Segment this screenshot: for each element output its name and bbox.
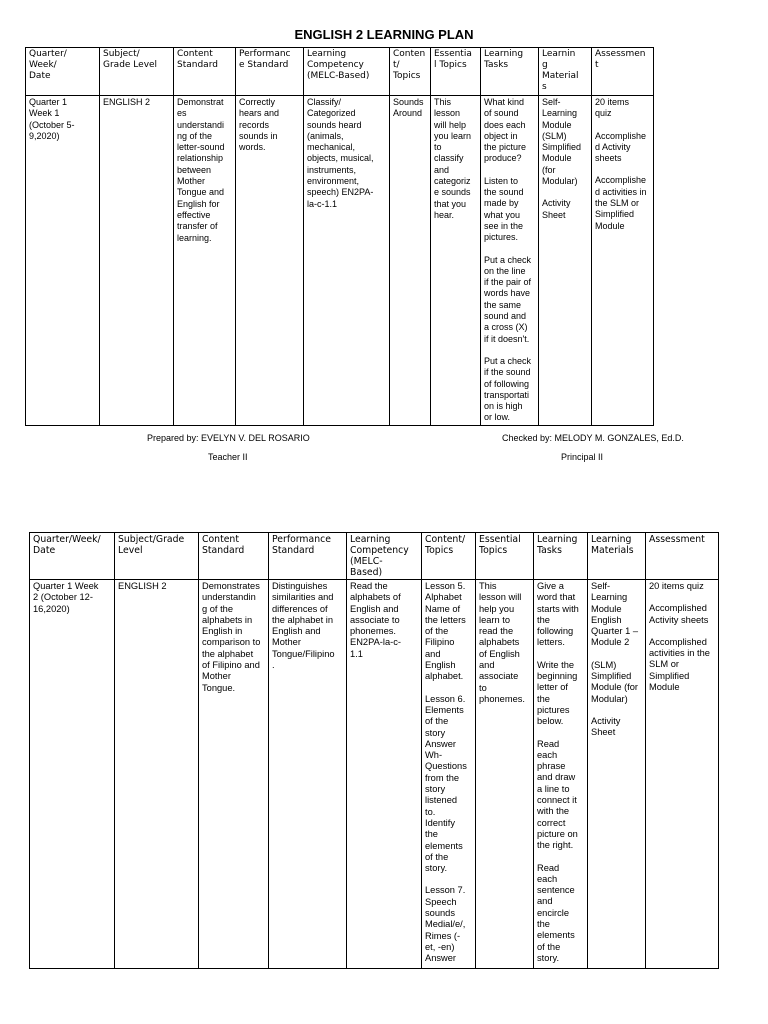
header-cell: Learning Tasks xyxy=(481,48,539,96)
table-row xyxy=(30,580,719,969)
prepared-by-role: Teacher II xyxy=(208,452,248,462)
header-cell: Quarter/ Week/ Date xyxy=(26,48,100,96)
table-cell: Lesson 5. Alphabet Name of the letters of the Filipino and English alphabet. Lesson 6. Elements of the story Answer Wh- Questions from the story listened to. Identify the elements of the story. Lesson 7. Speech sounds Medial/e/, Rimes (- et, -en) Answer xyxy=(422,580,476,969)
header-cell: Content Standard xyxy=(174,48,236,96)
table-cell: Sounds Around xyxy=(390,96,431,426)
table-cell: Demonstrat es understandi ng of the letter-sound relationship between Mother Tongue and English for effective transfer of learning. xyxy=(174,96,236,426)
header-cell: Performance Standard xyxy=(269,533,347,580)
header-cell: Learning Materials xyxy=(588,533,646,580)
table-cell: ENGLISH 2 xyxy=(115,580,199,969)
table-cell: 20 items quiz Accomplished Activity sheets Accomplished activities in the SLM or Simplified Module xyxy=(646,580,719,969)
table-header-row xyxy=(30,533,719,580)
table-cell: ENGLISH 2 xyxy=(100,96,174,426)
table-cell: Self- Learning Module (SLM) Simplified Module (for Modular) Activity Sheet xyxy=(539,96,592,426)
header-cell: Content Standard xyxy=(199,533,269,580)
header-cell: Learning Competency (MELC- Based) xyxy=(347,533,422,580)
header-cell: Essentia l Topics xyxy=(431,48,481,96)
header-cell: Quarter/Week/ Date xyxy=(30,533,115,580)
header-cell: Learning Competency (MELC-Based) xyxy=(304,48,390,96)
table-cell: This lesson will help you learn to read the alphabets of English and associate to phonemes. xyxy=(476,580,534,969)
header-cell: Essential Topics xyxy=(476,533,534,580)
table-cell: Quarter 1 Week 2 (October 12- 16,2020) xyxy=(30,580,115,969)
header-cell: Subject/Grade Level xyxy=(115,533,199,580)
prepared-by: Prepared by: EVELYN V. DEL ROSARIO xyxy=(147,433,310,443)
table-cell: Give a word that starts with the following letters. Write the beginning letter of the pictures below. Read each phrase and draw a line to connect it with the correct picture on the right. Read each sentence and encircle the elements of the story. xyxy=(534,580,588,969)
table-cell: What kind of sound does each object in the picture produce? Listen to the sound made by what you see in the pictures. Put a check on the line if the pair of words have the same sound and a cross (X) if it doesn't. Put a check if the sound of following transportati on is high or low. xyxy=(481,96,539,426)
header-cell: Assessment xyxy=(646,533,719,580)
table-cell: 20 items quiz Accomplishe d Activity sheets Accomplishe d activities in the SLM or Simplified Module xyxy=(592,96,654,426)
table-cell: This lesson will help you learn to classify and categoriz e sounds that you hear. xyxy=(431,96,481,426)
table-cell: Distinguishes similarities and differences of the alphabet in English and Mother Tongue/Filipino . xyxy=(269,580,347,969)
table-cell: Demonstrates understandin g of the alphabets in English in comparison to the alphabet of Filipino and Mother Tongue. xyxy=(199,580,269,969)
header-cell: Content/ Topics xyxy=(422,533,476,580)
table-cell: Correctly hears and records sounds in words. xyxy=(236,96,304,426)
header-cell: Learning Tasks xyxy=(534,533,588,580)
table-cell: Quarter 1 Week 1 (October 5- 9,2020) xyxy=(26,96,100,426)
learning-plan-table-week-1 xyxy=(25,47,654,426)
header-cell: Assessmen t xyxy=(592,48,654,96)
checked-by: Checked by: MELODY M. GONZALES, Ed.D. xyxy=(502,433,684,443)
document-title: ENGLISH 2 LEARNING PLAN xyxy=(294,27,474,42)
checked-by-role: Principal II xyxy=(561,452,604,462)
header-cell: Performanc e Standard xyxy=(236,48,304,96)
header-cell: Learnin g Material s xyxy=(539,48,592,96)
table-cell: Read the alphabets of English and associate to phonemes. EN2PA-la-c- 1.1 xyxy=(347,580,422,969)
header-cell: Subject/ Grade Level xyxy=(100,48,174,96)
learning-plan-table-week-2 xyxy=(29,532,719,969)
table-cell: Self- Learning Module English Quarter 1 – Module 2 (SLM) Simplified Module (for Modular) Activity Sheet xyxy=(588,580,646,969)
table-row xyxy=(26,96,654,426)
header-cell: Conten t/ Topics xyxy=(390,48,431,96)
table-cell: Classify/ Categorized sounds heard (animals, mechanical, objects, musical, instruments, environment, speech) EN2PA- la-c-1.1 xyxy=(304,96,390,426)
table-header-row xyxy=(26,48,654,96)
